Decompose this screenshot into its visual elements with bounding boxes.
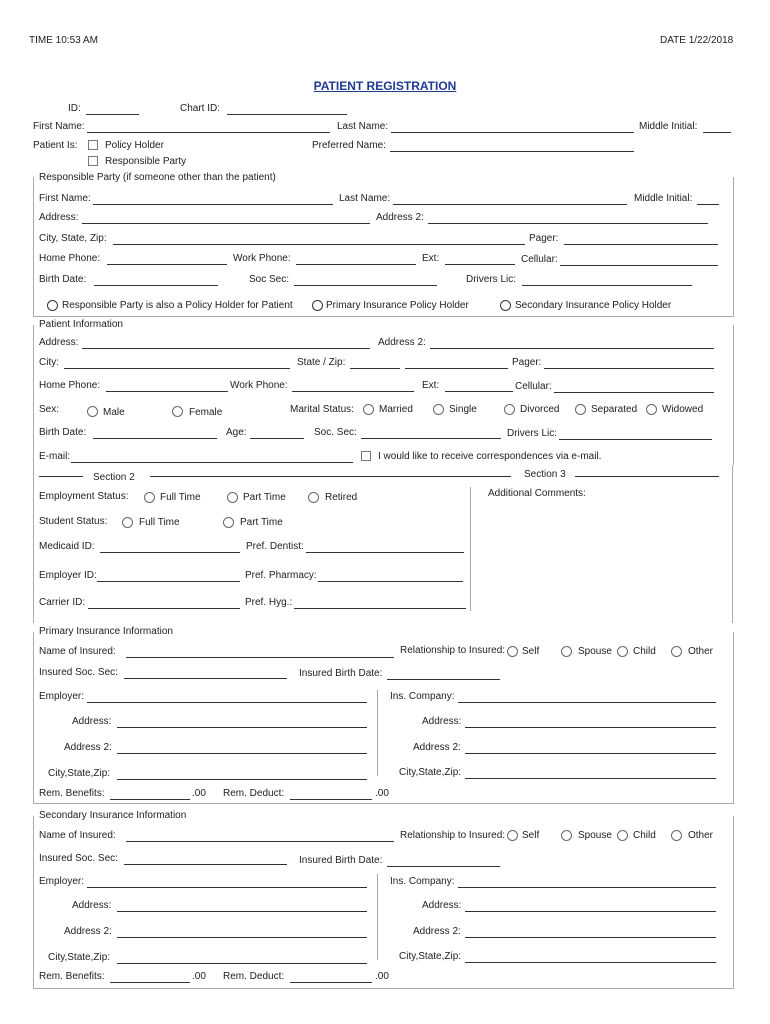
resp-pager-field[interactable]	[564, 244, 718, 245]
divorced-radio[interactable]	[504, 404, 515, 415]
pri-emp-address2-field[interactable]	[117, 753, 367, 754]
policy-holder-label: Policy Holder	[105, 140, 164, 151]
patient-is-label: Patient Is:	[33, 140, 78, 151]
pri-spouse-label: Spouse	[578, 646, 612, 657]
pri-relationship-label: Relationship to Insured:	[400, 645, 506, 656]
sec-name-field[interactable]	[126, 841, 394, 842]
additional-comments-label: Additional Comments:	[488, 488, 586, 499]
sec-ins-company-label: Ins. Company:	[390, 876, 455, 887]
pat-ext-label: Ext:	[422, 380, 440, 391]
pat-cellular-label: Cellular:	[515, 381, 552, 392]
sec-other-label: Other	[688, 830, 714, 841]
sec-emp-address-label: Address:	[72, 900, 112, 911]
section3-rule	[575, 476, 719, 477]
sec-ins-city-label: City,State,Zip:	[399, 951, 462, 962]
pri-birth-date-label: Insured Birth Date:	[299, 668, 383, 679]
resp-middle-initial-field[interactable]	[697, 204, 719, 205]
pri-child-label: Child	[633, 646, 656, 657]
carrier-id-field[interactable]	[88, 608, 240, 609]
pri-birth-date-field[interactable]	[387, 679, 500, 680]
sec-emp-address2-field[interactable]	[117, 937, 367, 938]
primary-policy-holder-label: Primary Insurance Policy Holder	[326, 300, 469, 311]
widowed-label: Widowed	[662, 404, 704, 415]
single-radio[interactable]	[433, 404, 444, 415]
pref-hyg-label: Pref. Hyg.:	[245, 597, 293, 608]
email-label: E-mail:	[39, 451, 71, 462]
employment-full-time-radio[interactable]	[144, 492, 155, 503]
sec-rem-deduct-field[interactable]	[290, 982, 372, 983]
resp-birth-date-label: Birth Date:	[39, 274, 87, 285]
sec-child-label: Child	[633, 830, 656, 841]
date-stamp: DATE 1/22/2018	[660, 35, 734, 46]
sec-emp-address2-label: Address 2:	[64, 926, 112, 937]
primary-policy-holder-radio[interactable]	[312, 300, 323, 311]
pri-emp-address-label: Address:	[72, 716, 112, 727]
pri-ins-address-field[interactable]	[465, 727, 716, 728]
pri-rem-deduct-field[interactable]	[290, 799, 372, 800]
student-status-label: Student Status:	[39, 516, 108, 527]
resp-address2-field[interactable]	[428, 223, 708, 224]
pat-birth-date-field[interactable]	[93, 438, 217, 439]
pat-state-field[interactable]	[350, 368, 400, 369]
last-name-field[interactable]	[391, 132, 634, 133]
pri-ins-city-field[interactable]	[465, 778, 716, 779]
pat-state-zip-label: State / Zip:	[297, 357, 346, 368]
sec-employer-field[interactable]	[87, 887, 367, 888]
employer-id-field[interactable]	[97, 581, 240, 582]
pat-city-label: City:	[39, 357, 59, 368]
pri-ins-address2-field[interactable]	[465, 753, 716, 754]
resp-soc-sec-label: Soc Sec:	[249, 274, 290, 285]
section2-rule-left	[39, 476, 83, 477]
sec-spouse-radio[interactable]	[561, 830, 572, 841]
resp-city-field[interactable]	[113, 244, 525, 245]
pat-address2-field[interactable]	[430, 348, 714, 349]
male-label: Male	[103, 407, 125, 418]
female-radio[interactable]	[172, 406, 183, 417]
resp-address2-label: Address 2:	[376, 212, 424, 223]
secondary-insurance-title: Secondary Insurance Information	[39, 810, 189, 822]
pat-cellular-field[interactable]	[554, 392, 714, 393]
pri-rem-deduct-cents: .00	[375, 788, 389, 799]
sec-ins-address2-label: Address 2:	[413, 926, 461, 937]
sec-soc-sec-label: Insured Soc. Sec:	[39, 853, 118, 864]
pri-ins-address2-label: Address 2:	[413, 742, 461, 753]
email-opt-checkbox[interactable]	[361, 451, 371, 461]
sec-rem-deduct-cents: .00	[375, 971, 389, 982]
separated-radio[interactable]	[575, 404, 586, 415]
pref-pharmacy-field[interactable]	[318, 581, 463, 582]
sec-ins-company-field[interactable]	[458, 887, 716, 888]
preferred-name-field[interactable]	[390, 151, 634, 152]
pri-employer-label: Employer:	[39, 691, 85, 702]
resp-middle-initial-label: Middle Initial:	[634, 193, 693, 204]
section-right-border	[732, 465, 733, 623]
sec-name-label: Name of Insured:	[39, 830, 116, 841]
resp-ext-label: Ext:	[422, 253, 440, 264]
resp-address-label: Address:	[39, 212, 79, 223]
time-stamp: TIME 10:53 AM	[29, 35, 98, 46]
pri-rem-benefits-cents: .00	[192, 788, 206, 799]
pat-ext-field[interactable]	[445, 391, 513, 392]
pri-soc-sec-field[interactable]	[124, 678, 287, 679]
secondary-policy-holder-radio[interactable]	[500, 300, 511, 311]
student-full-time-label: Full Time	[139, 517, 180, 528]
pat-pager-field[interactable]	[544, 368, 714, 369]
id-field[interactable]	[86, 114, 139, 115]
last-name-label: Last Name:	[337, 121, 389, 132]
pri-ins-company-label: Ins. Company:	[390, 691, 455, 702]
resp-last-name-field[interactable]	[393, 204, 627, 205]
pat-birth-date-label: Birth Date:	[39, 427, 87, 438]
secondary-policy-holder-label: Secondary Insurance Policy Holder	[515, 300, 672, 311]
pat-home-phone-field[interactable]	[106, 391, 228, 392]
sec-ins-address2-field[interactable]	[465, 937, 716, 938]
sec-soc-sec-field[interactable]	[124, 864, 287, 865]
page-title: PATIENT REGISTRATION	[313, 79, 457, 93]
resp-drivers-lic-label: Drivers Lic:	[466, 274, 517, 285]
pat-address-field[interactable]	[82, 348, 370, 349]
pri-other-label: Other	[688, 646, 714, 657]
pat-address-label: Address:	[39, 337, 79, 348]
id-label: ID:	[68, 103, 81, 114]
resp-cellular-label: Cellular:	[521, 254, 558, 265]
carrier-id-label: Carrier ID:	[39, 597, 86, 608]
pat-soc-sec-label: Soc. Sec:	[314, 427, 357, 438]
sec-rem-benefits-cents: .00	[192, 971, 206, 982]
pat-drivers-lic-label: Drivers Lic:	[507, 428, 558, 439]
pri-name-label: Name of Insured:	[39, 646, 116, 657]
pri-other-radio[interactable]	[671, 646, 682, 657]
pri-child-radio[interactable]	[617, 646, 628, 657]
section2-title: Section 2	[93, 472, 135, 483]
married-radio[interactable]	[363, 404, 374, 415]
pri-emp-address2-label: Address 2:	[64, 742, 112, 753]
pat-soc-sec-field[interactable]	[361, 438, 501, 439]
primary-divider	[377, 690, 378, 776]
pri-soc-sec-label: Insured Soc. Sec:	[39, 667, 118, 678]
widowed-radio[interactable]	[646, 404, 657, 415]
patient-info-title: Patient Information	[39, 319, 126, 331]
resp-soc-sec-field[interactable]	[294, 285, 437, 286]
resp-policy-holder-radio[interactable]	[47, 300, 58, 311]
section-divider	[470, 487, 471, 611]
secondary-divider	[377, 874, 378, 960]
pref-dentist-field[interactable]	[306, 552, 464, 553]
middle-initial-label: Middle Initial:	[639, 121, 698, 132]
medicaid-id-label: Medicaid ID:	[39, 541, 95, 552]
sec-relationship-label: Relationship to Insured:	[400, 830, 506, 841]
pri-rem-benefits-label: Rem. Benefits:	[39, 788, 105, 799]
sec-other-radio[interactable]	[671, 830, 682, 841]
sec-birth-date-label: Insured Birth Date:	[299, 855, 383, 866]
responsible-party-label: Responsible Party	[105, 156, 187, 167]
sec-birth-date-field[interactable]	[387, 866, 500, 867]
pref-pharmacy-label: Pref. Pharmacy:	[245, 570, 317, 581]
pri-emp-city-field[interactable]	[117, 779, 367, 780]
section-left-border	[33, 465, 34, 623]
employer-id-label: Employer ID:	[39, 570, 97, 581]
pri-self-radio[interactable]	[507, 646, 518, 657]
first-name-field[interactable]	[87, 132, 330, 133]
responsible-party-checkbox[interactable]	[88, 156, 98, 166]
employment-retired-radio[interactable]	[308, 492, 319, 503]
additional-comments-field[interactable]	[476, 503, 726, 611]
pri-employer-field[interactable]	[87, 702, 367, 703]
pref-dentist-label: Pref. Dentist:	[246, 541, 304, 552]
sec-child-radio[interactable]	[617, 830, 628, 841]
sec-emp-city-field[interactable]	[117, 963, 367, 964]
student-full-time-radio[interactable]	[122, 517, 133, 528]
employment-part-time-label: Part Time	[243, 492, 286, 503]
divorced-label: Divorced	[520, 404, 560, 415]
pat-drivers-lic-field[interactable]	[559, 439, 712, 440]
pri-rem-deduct-label: Rem. Deduct:	[223, 788, 285, 799]
student-part-time-label: Part Time	[240, 517, 283, 528]
pat-city-field[interactable]	[64, 368, 290, 369]
chart-id-label: Chart ID:	[180, 103, 221, 114]
resp-home-phone-field[interactable]	[107, 264, 227, 265]
resp-birth-date-field[interactable]	[94, 285, 218, 286]
sec-ins-address-label: Address:	[422, 900, 462, 911]
resp-last-name-label: Last Name:	[339, 193, 391, 204]
email-opt-label: I would like to receive correspondences via e-mail.	[378, 451, 602, 462]
age-label: Age:	[226, 427, 247, 438]
pat-zip-field[interactable]	[405, 368, 508, 369]
policy-holder-checkbox[interactable]	[88, 140, 98, 150]
sec-rem-deduct-label: Rem. Deduct:	[223, 971, 285, 982]
resp-first-name-field[interactable]	[93, 204, 333, 205]
resp-first-name-label: First Name:	[39, 193, 91, 204]
primary-insurance-title: Primary Insurance Information	[39, 626, 176, 638]
email-field[interactable]	[71, 462, 353, 463]
student-part-time-radio[interactable]	[223, 517, 234, 528]
sec-rem-benefits-label: Rem. Benefits:	[39, 971, 105, 982]
pri-spouse-radio[interactable]	[561, 646, 572, 657]
sec-spouse-label: Spouse	[578, 830, 612, 841]
separated-label: Separated	[591, 404, 638, 415]
employment-full-time-label: Full Time	[160, 492, 201, 503]
female-label: Female	[189, 407, 223, 418]
pref-hyg-field[interactable]	[294, 608, 466, 609]
pri-name-field[interactable]	[126, 657, 394, 658]
chart-id-field[interactable]	[227, 114, 347, 115]
section2-rule-right	[150, 476, 511, 477]
pri-emp-city-label: City,State,Zip:	[48, 768, 111, 779]
middle-initial-field[interactable]	[703, 132, 731, 133]
pat-work-phone-field[interactable]	[292, 391, 414, 392]
pri-ins-company-field[interactable]	[458, 702, 716, 703]
pat-pager-label: Pager:	[512, 357, 542, 368]
age-field[interactable]	[250, 438, 304, 439]
resp-cellular-field[interactable]	[560, 265, 718, 266]
sec-rem-benefits-field[interactable]	[110, 982, 190, 983]
section3-title: Section 3	[524, 469, 566, 480]
pri-rem-benefits-field[interactable]	[110, 799, 190, 800]
married-label: Married	[379, 404, 413, 415]
resp-drivers-lic-field[interactable]	[522, 285, 692, 286]
sec-emp-address-field[interactable]	[117, 911, 367, 912]
resp-home-phone-label: Home Phone:	[39, 253, 101, 264]
sec-self-radio[interactable]	[507, 830, 518, 841]
resp-city-label: City, State, Zip:	[39, 233, 107, 244]
resp-work-phone-label: Work Phone:	[233, 253, 291, 264]
pri-self-label: Self	[522, 646, 540, 657]
pat-work-phone-label: Work Phone:	[230, 380, 288, 391]
resp-work-phone-field[interactable]	[296, 264, 416, 265]
single-label: Single	[449, 404, 477, 415]
male-radio[interactable]	[87, 406, 98, 417]
first-name-label: First Name:	[33, 121, 85, 132]
medicaid-id-field[interactable]	[100, 552, 240, 553]
resp-address-field[interactable]	[82, 223, 370, 224]
responsible-party-title: Responsible Party (if someone other than the patient)	[39, 172, 279, 184]
pat-home-phone-label: Home Phone:	[39, 380, 101, 391]
pri-ins-city-label: City,State,Zip:	[399, 767, 462, 778]
preferred-name-label: Preferred Name:	[312, 140, 386, 151]
resp-pager-label: Pager:	[529, 233, 559, 244]
sec-self-label: Self	[522, 830, 540, 841]
employment-part-time-radio[interactable]	[227, 492, 238, 503]
pat-address2-label: Address 2:	[378, 337, 426, 348]
sec-emp-city-label: City,State,Zip:	[48, 952, 111, 963]
sex-label: Sex:	[39, 404, 60, 415]
sec-ins-address-field[interactable]	[465, 911, 716, 912]
resp-policy-holder-label: Responsible Party is also a Policy Holder for Patient	[62, 300, 293, 311]
resp-ext-field[interactable]	[445, 264, 515, 265]
employment-retired-label: Retired	[325, 492, 358, 503]
sec-ins-city-field[interactable]	[465, 962, 716, 963]
pri-ins-address-label: Address:	[422, 716, 462, 727]
marital-status-label: Marital Status:	[290, 404, 354, 415]
sec-employer-label: Employer:	[39, 876, 85, 887]
pri-emp-address-field[interactable]	[117, 727, 367, 728]
employment-status-label: Employment Status:	[39, 491, 129, 502]
